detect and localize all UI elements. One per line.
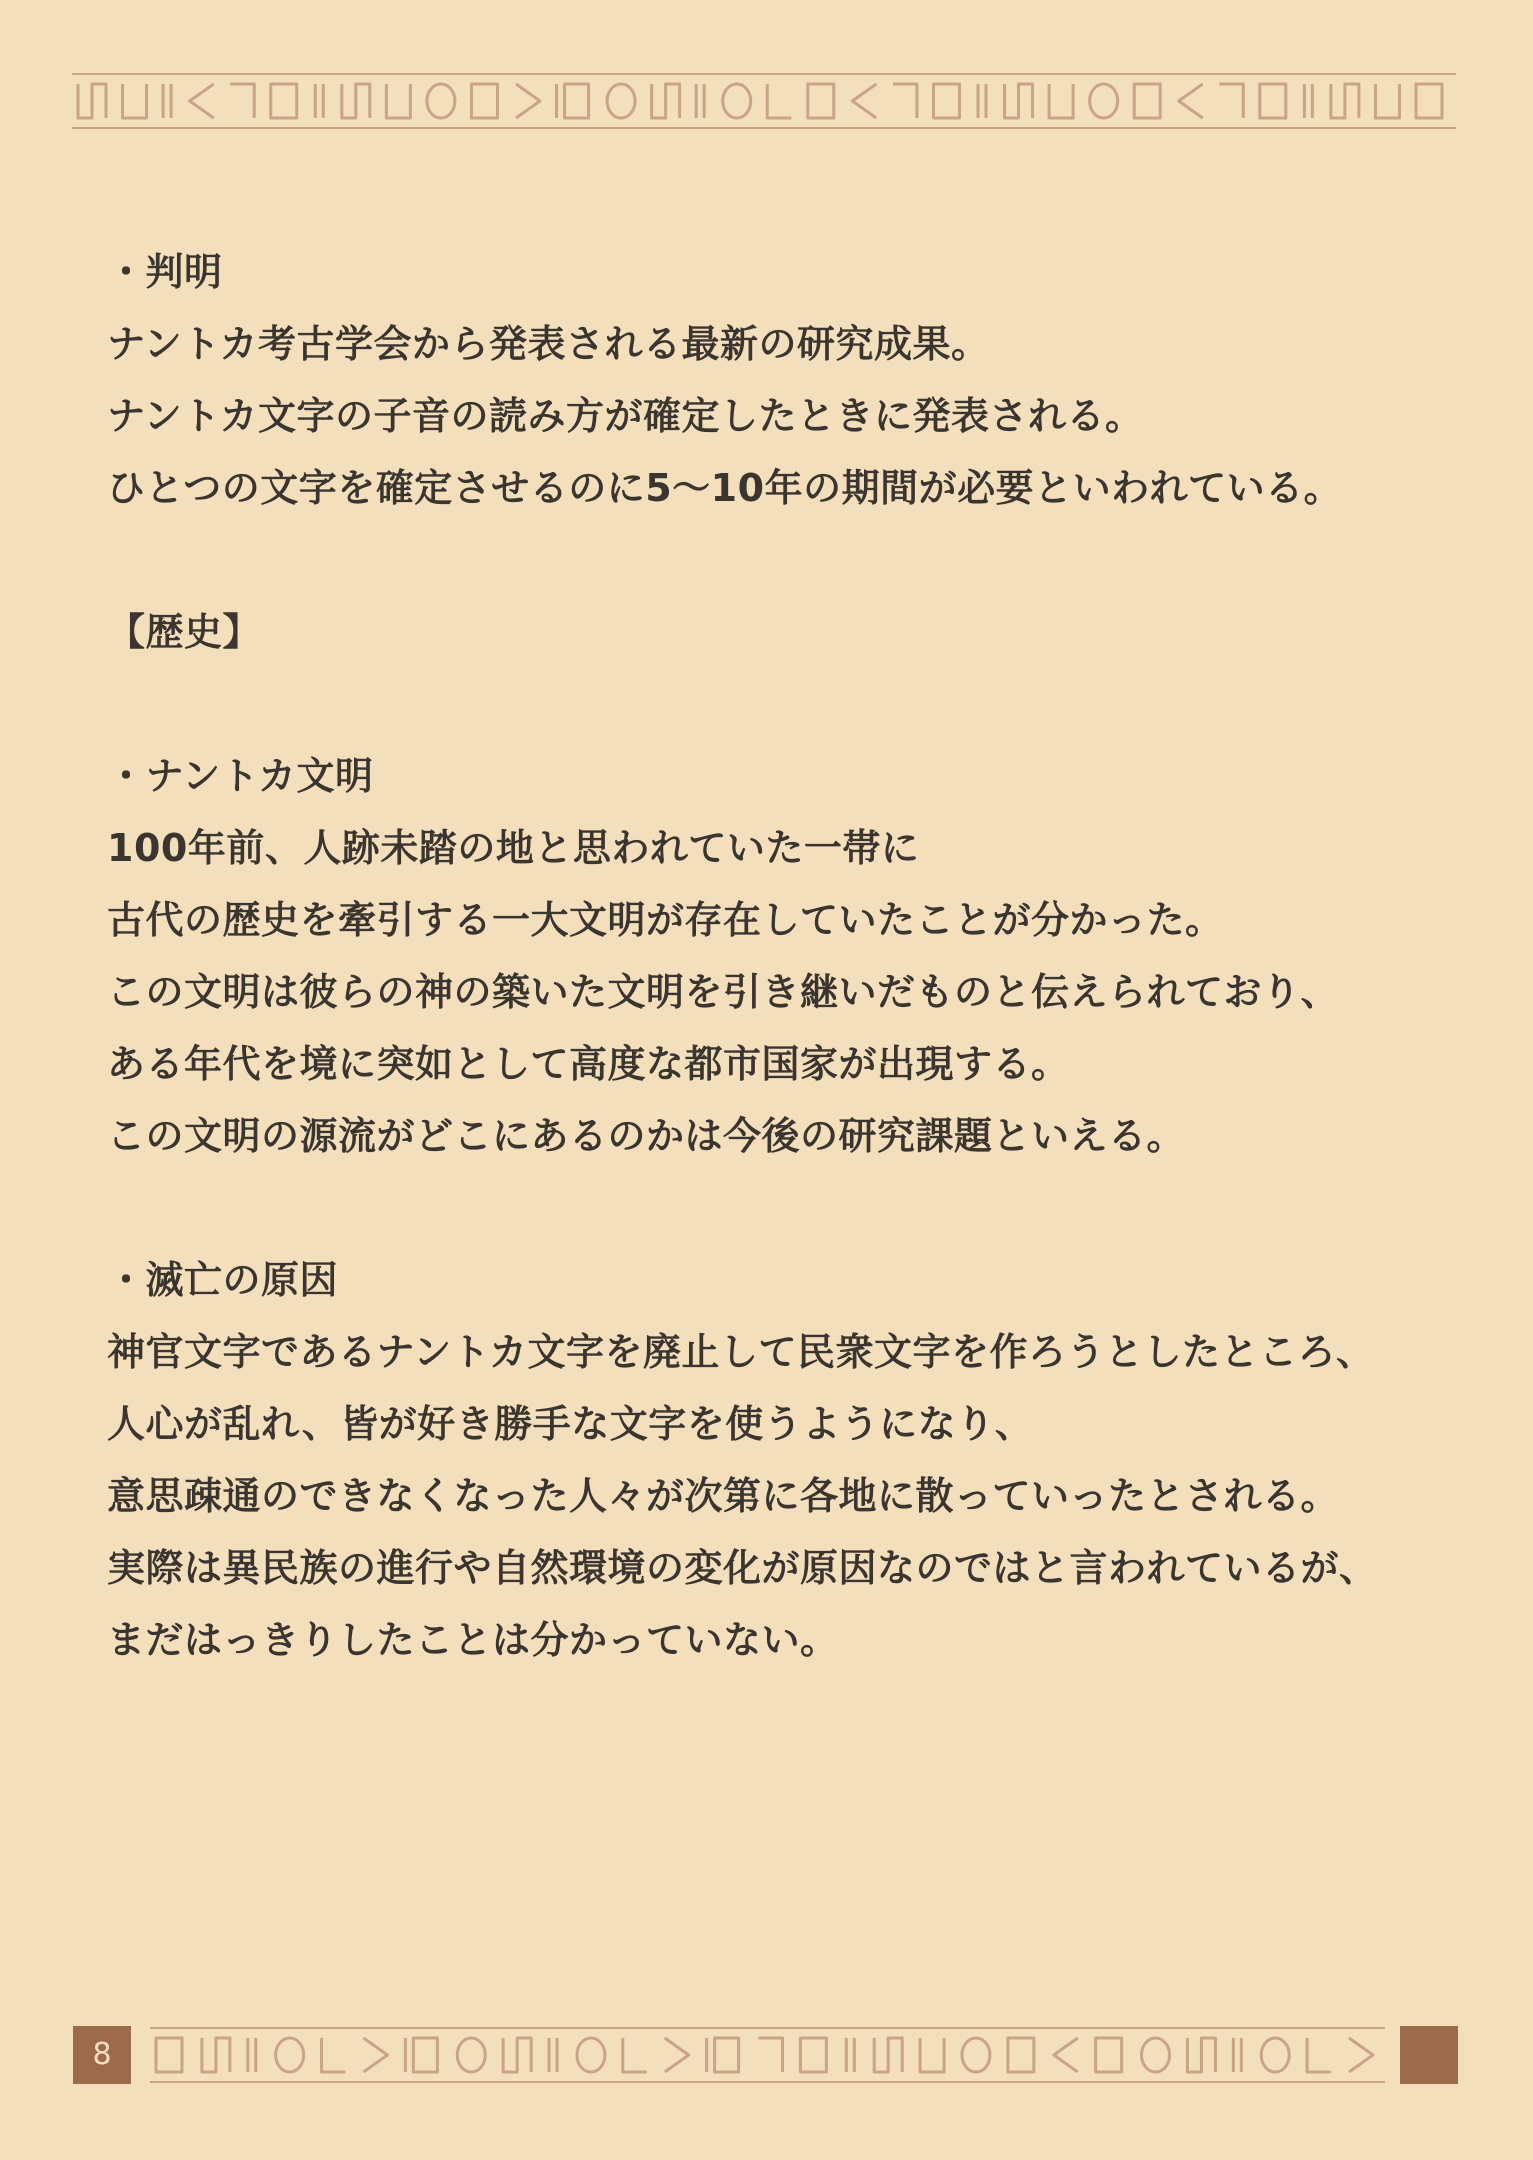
text-line: まだはっきりしたことは分かっていない。 — [107, 1618, 839, 1662]
text-line: ナントカ考古学会から発表される最新の研究成果。 — [107, 322, 990, 366]
text-line: 古代の歴史を牽引する一大文明が存在していたことが分かった。 — [107, 898, 1224, 942]
section-fall — [107, 1244, 1437, 1676]
text-line: ある年代を境に突如として高度な都市国家が出現する。 — [107, 1042, 1070, 1086]
text-line: 実際は異民族の進行や自然環境の変化が原因なのではと言われているが、 — [107, 1546, 1378, 1590]
heading: 【歴史】 — [107, 610, 262, 654]
bottom-ornamental-border — [150, 2024, 1385, 2086]
text-line: この文明の源流がどこにあるのかは今後の研究課題といえる。 — [107, 1114, 1186, 1158]
section-civilization — [107, 740, 1437, 1172]
text-line: ・ナントカ文明 — [107, 754, 374, 798]
main-text — [107, 236, 1437, 1676]
text-line: ひとつの文字を確定させるのに5～10年の期間が必要といわれている。 — [107, 466, 1343, 510]
corner-block — [1400, 2026, 1458, 2084]
text-line: 意思疎通のできなくなった人々が次第に各地に散っていったとされる。 — [107, 1474, 1340, 1518]
text-line: 神官文字であるナントカ文字を廃止して民衆文字を作ろうとしたところ、 — [107, 1330, 1375, 1374]
top-ornamental-border — [72, 70, 1456, 132]
section-discovery — [107, 236, 1437, 524]
text-line: ・判明 — [107, 250, 223, 294]
text-line: この文明は彼らの神の築いた文明を引き継いだものと伝えられており、 — [107, 970, 1340, 1014]
text-line: ナントカ文字の子音の読み方が確定したときに発表される。 — [107, 394, 1144, 438]
text-line: ・滅亡の原因 — [107, 1258, 339, 1302]
page-number: 8 — [73, 2026, 131, 2084]
text-line: 人心が乱れ、皆が好き勝手な文字を使うようになり、 — [107, 1402, 1034, 1446]
section-history-heading — [107, 596, 1437, 668]
text-line: 100年前、人跡未踏の地と思われていた一帯に — [107, 826, 920, 870]
